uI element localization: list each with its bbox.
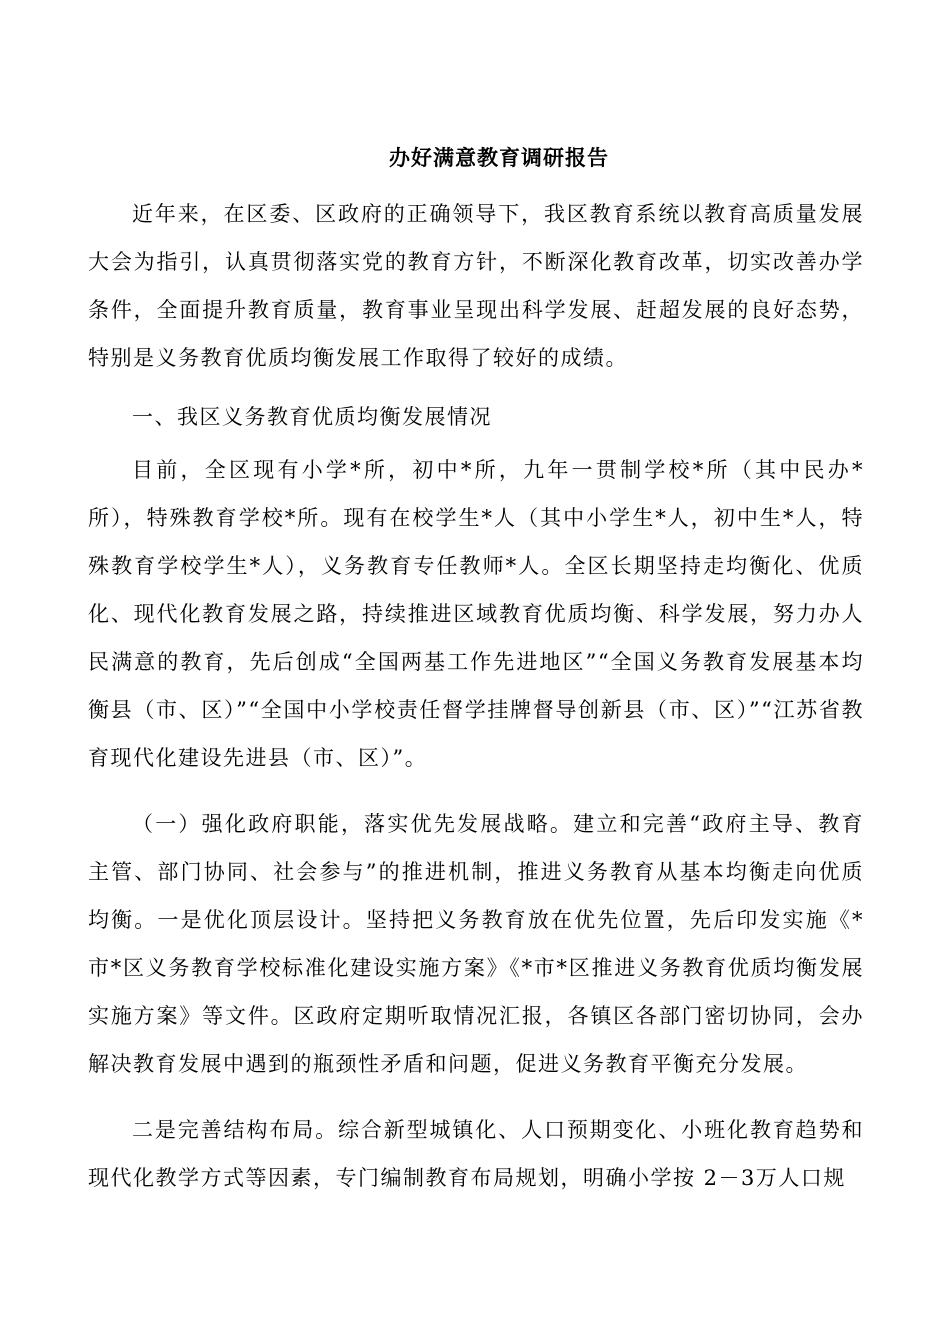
paragraph-intro: 近年来，在区委、区政府的正确领导下，我区教育系统以教育高质量发展大会为指引，认真贯彻落实党的教育方针，不断深化教育改革，切实改善办学条件，全面提升教育质量，教育事业呈现出科学发展、赶超发展的良好态势，特别是义务教育优质均衡发展工作取得了较好的成绩。 <box>88 202 864 370</box>
paragraph-government-role: （一）强化政府职能，落实优先发展战略。建立和完善“政府主导、教育主管、部门协同、社会参与”的推进机制，推进义务教育从基本均衡走向优质均衡。一是优化顶层设计。坚持把义务教育放在优先位置，先后印发实施《*市*区义务教育学校标准化建设实施方案》《*市*区推进义务教育优质均衡发展实施方案》等文件。区政府定期听取情况汇报，各镇区各部门密切协同，会办解决教育发展中遇到的瓶颈性矛盾和问题，促进义务教育平衡充分发展。 <box>88 812 864 1076</box>
document-title: 办好满意教育调研报告 <box>389 145 609 170</box>
section-heading-1: 一、我区义务教育优质均衡发展情况 <box>132 405 492 429</box>
paragraph-structure-layout: 二是完善结构布局。综合新型城镇化、人口预期变化、小班化教育趋势和现代化教学方式等因素，专门编制教育布局规划，明确小学按 2－3万人口规 <box>88 1118 864 1190</box>
paragraph-current-status: 目前，全区现有小学*所，初中*所，九年一贯制学校*所（其中民办*所），特殊教育学校*所。现有在校学生*人（其中小学生*人，初中生*人，特殊教育学校学生*人），义务教育专任教师*人。全区长期坚持走均衡化、优质化、现代化教育发展之路，持续推进区域教育优质均衡、科学发展，努力办人民满意的教育，先后创成“全国两基工作先进地区”“全国义务教育发展基本均衡县（市、区）”“全国中小学校责任督学挂牌督导创新县（市、区）”“江苏省教育现代化建设先进县（市、区）”。 <box>88 458 864 770</box>
